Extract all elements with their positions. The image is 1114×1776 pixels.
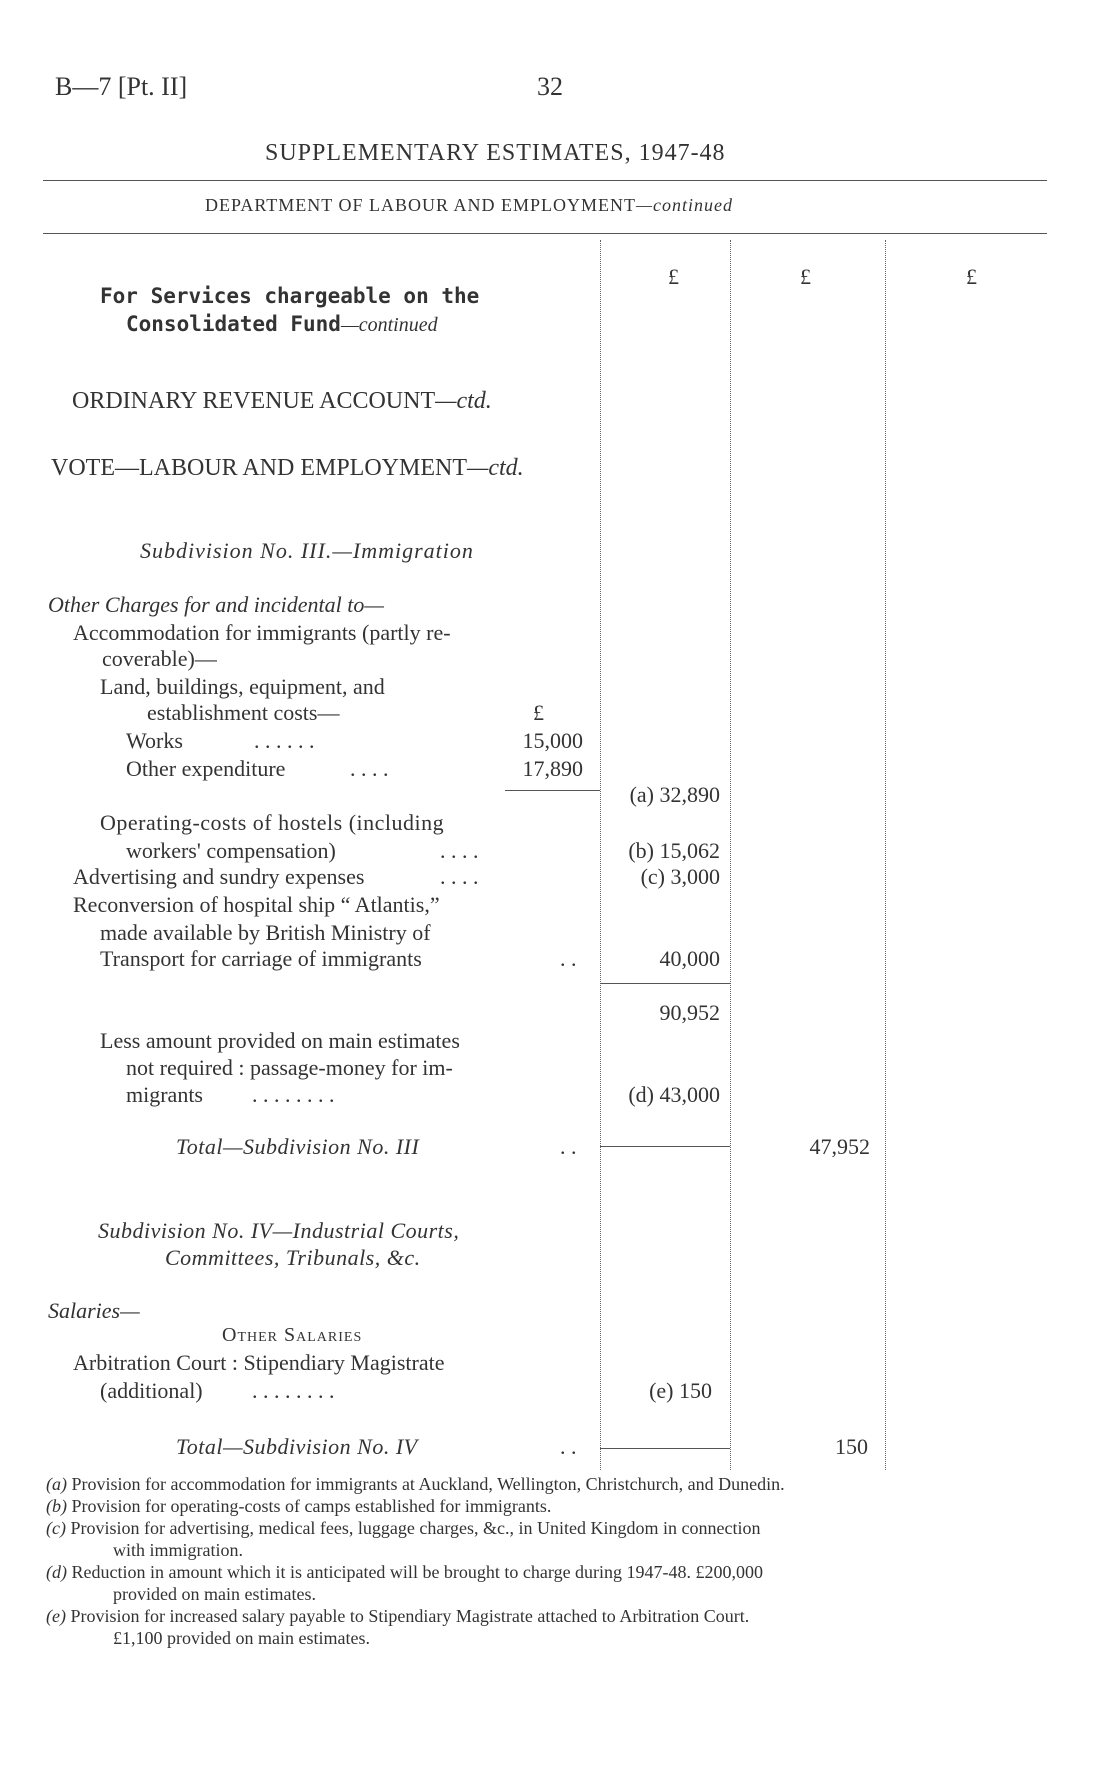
department-heading	[205, 195, 733, 216]
operating-costs-line1: Operating-costs of hostels (including	[100, 810, 445, 835]
footnote-d	[46, 1562, 763, 1583]
footnote-c-text: Provision for advertising, medical fees, luggage charges, &c., in United Kingdom in connection	[70, 1518, 761, 1538]
subdivision-4-total-value: 150	[835, 1434, 868, 1459]
footnote-b	[46, 1496, 551, 1517]
column-rule-2	[730, 240, 731, 1470]
reconversion-leader-dots: . .	[560, 946, 577, 971]
accommodation-total-value: (a) 32,890	[629, 782, 720, 807]
operating-costs-line2: workers' compensation)	[126, 838, 336, 863]
footnote-a-text: Provision for accommodation for immigrants at Auckland, Wellington, Christchurch, and Dunedin.	[71, 1474, 785, 1494]
other-charges-heading: Other Charges for and incidental to—	[48, 592, 384, 617]
footnote-d-text: Reduction in amount which it is anticipated will be brought to charge during 1947-48. £200,000	[71, 1562, 764, 1582]
less-amount-line2: not required : passage-money for im-	[126, 1055, 453, 1080]
account-label: ORDINARY REVENUE ACCOUNT	[72, 388, 436, 414]
subdivision-4-title-line1: Subdivision No. IV—Industrial Courts,	[98, 1218, 460, 1243]
footnote-c	[46, 1518, 761, 1539]
column-rule-3	[885, 240, 886, 1470]
advertising-value: (c) 3,000	[640, 864, 720, 889]
accommodation-line1: Accommodation for immigrants (partly re-	[73, 620, 451, 645]
land-pound-sign: £	[533, 700, 544, 725]
reconversion-line3: Transport for carriage of immigrants	[100, 946, 422, 971]
footnote-c-continuation: with immigration.	[113, 1540, 243, 1560]
subdivision-4-total-label: Total—Subdivision No. IV	[176, 1434, 418, 1459]
subdivision-3-total-label: Total—Subdivision No. III	[176, 1134, 420, 1159]
arbitration-court-line1: Arbitration Court : Stipendiary Magistrate	[73, 1350, 445, 1375]
column-header-2: £	[800, 264, 811, 289]
less-amount-line3: migrants	[126, 1082, 203, 1107]
footnote-d-mark: (d)	[46, 1562, 67, 1582]
subdivision-4-total-rule	[600, 1448, 730, 1449]
operating-costs-value: (b) 15,062	[628, 838, 720, 863]
column-header-1: £	[668, 264, 679, 289]
title-rule	[43, 180, 1047, 181]
vote-ctd: —ctd.	[467, 455, 524, 481]
footnote-e-text: Provision for increased salary payable to Stipendiary Magistrate attached to Arbitration Court.	[70, 1606, 750, 1626]
subtotal-value: 90,952	[659, 1000, 720, 1025]
account-ctd: —ctd.	[435, 388, 492, 414]
less-amount-value: (d) 43,000	[628, 1082, 720, 1107]
other-salaries-heading: Other Salaries	[222, 1324, 363, 1346]
subdivision-3-total-leader-dots: . .	[560, 1134, 577, 1159]
salaries-heading: Salaries—	[48, 1298, 140, 1323]
subdivision-3-total-rule	[600, 1146, 730, 1147]
footnote-e-continuation: £1,100 provided on main estimates.	[113, 1628, 370, 1648]
services-heading-line1: For Services chargeable on the	[100, 284, 480, 308]
department-name: DEPARTMENT OF LABOUR AND EMPLOYMENT	[205, 195, 636, 215]
advertising-leader-dots: . . . .	[440, 864, 479, 889]
other-expenditure-leader-dots: . . . .	[350, 756, 389, 781]
advertising-label: Advertising and sundry expenses	[73, 864, 365, 889]
footnote-c-mark: (c)	[46, 1518, 66, 1538]
arbitration-court-leader-dots: . . . . . . . .	[252, 1378, 335, 1403]
accommodation-line2: coverable)—	[102, 646, 217, 671]
services-heading-line2	[126, 312, 438, 337]
less-amount-line1: Less amount provided on main estimates	[100, 1028, 460, 1053]
footnote-a	[46, 1474, 785, 1495]
accommodation-subtotal-rule	[505, 790, 600, 791]
works-label: Works	[126, 728, 183, 753]
subdivision-3-total-value: 47,952	[809, 1134, 870, 1159]
land-line1: Land, buildings, equipment, and	[100, 674, 385, 699]
footnote-a-mark: (a)	[46, 1474, 67, 1494]
other-expenditure-label: Other expenditure	[126, 756, 286, 781]
reconversion-line2: made available by British Ministry of	[100, 920, 431, 945]
arbitration-court-value: (e) 150	[649, 1378, 712, 1403]
operating-costs-leader-dots: . . . .	[440, 838, 479, 863]
account-heading	[72, 388, 492, 415]
consolidated-fund-label: Consolidated Fund	[126, 312, 341, 336]
page-number: 32	[537, 72, 563, 101]
department-continued: —continued	[635, 195, 733, 215]
subtotal-rule-top	[600, 983, 730, 984]
subdivision-4-title-line2: Committees, Tribunals, &c.	[165, 1245, 421, 1270]
other-expenditure-value: 17,890	[522, 756, 583, 781]
reconversion-line1: Reconversion of hospital ship “ Atlantis,”	[73, 892, 440, 917]
column-header-3: £	[966, 264, 977, 289]
subdivision-4-total-leader-dots: . .	[560, 1434, 577, 1459]
subdivision-3-title: Subdivision No. III.—Immigration	[140, 538, 474, 563]
reconversion-value: 40,000	[659, 946, 720, 971]
footnote-b-mark: (b)	[46, 1496, 67, 1516]
department-rule	[43, 233, 1047, 234]
footnote-e-mark: (e)	[46, 1606, 66, 1626]
services-continued: —continued	[340, 314, 438, 336]
vote-label: VOTE—LABOUR AND EMPLOYMENT	[51, 455, 467, 481]
document-reference: B—7 [Pt. II]	[55, 72, 188, 101]
page-title: SUPPLEMENTARY ESTIMATES, 1947-48	[265, 140, 726, 166]
less-amount-leader-dots: . . . . . . . .	[252, 1082, 335, 1107]
footnote-e	[46, 1606, 749, 1627]
works-leader-dots: . . . . . .	[254, 728, 315, 753]
vote-heading	[51, 455, 524, 482]
footnote-b-text: Provision for operating-costs of camps established for immigrants.	[71, 1496, 552, 1516]
arbitration-court-line2: (additional)	[100, 1378, 203, 1403]
footnote-d-continuation: provided on main estimates.	[113, 1584, 316, 1604]
works-value: 15,000	[522, 728, 583, 753]
land-line2: establishment costs—	[147, 700, 340, 725]
